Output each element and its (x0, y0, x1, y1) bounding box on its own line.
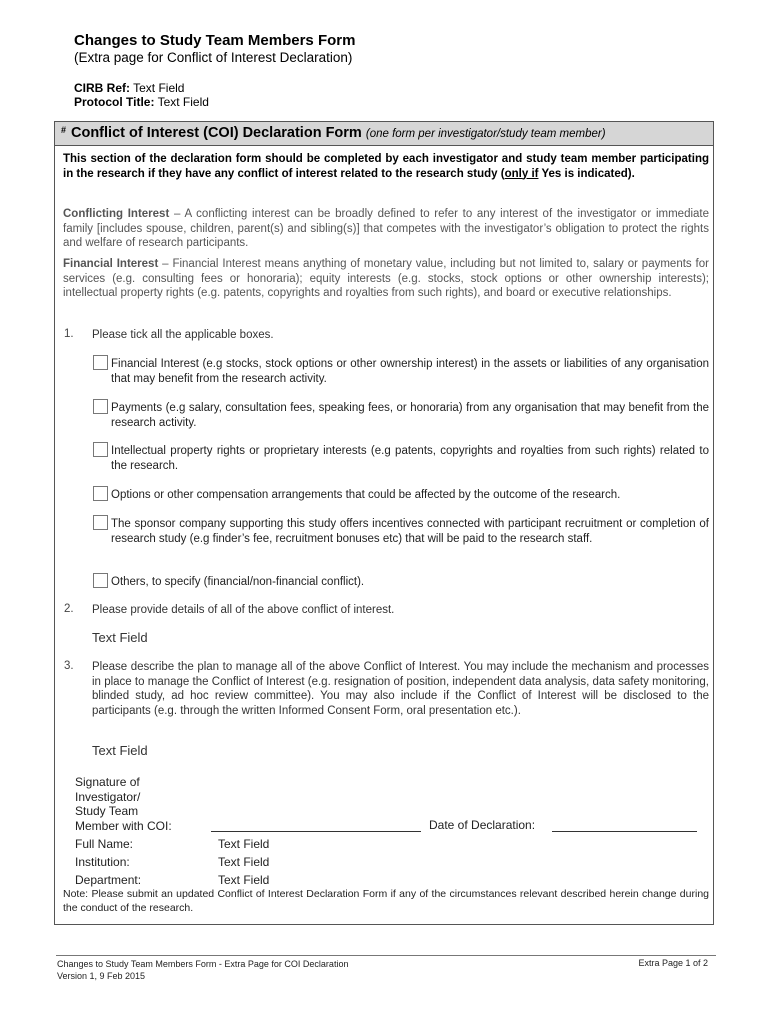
conflicting-interest-term: Conflicting Interest (63, 208, 170, 220)
option-others: Others, to specify (financial/non-financial conflict). (111, 576, 365, 588)
option-sponsor-incentives: The sponsor company supporting this study offers incentives connected with participant recruitment or completion of research study (e.g finder’s fee, recruitment bonuses etc) that will be paid to the research staff. (111, 518, 709, 545)
question-2-number: 2. (64, 603, 74, 615)
signature-label-line-2: Investigator/ (75, 789, 141, 804)
question-3-field[interactable]: Text Field (92, 743, 148, 758)
footer-left (57, 958, 348, 982)
footer-form-name: Changes to Study Team Members Form - Extra Page for COI Declaration (57, 959, 349, 969)
date-of-declaration-label: Date of Declaration: (429, 818, 536, 832)
conflicting-interest-text: – A conflicting interest can be broadly defined to refer to any interest of the investigator or immediate family [includes spouse, children, parent(s) and sibling(s)] that competes with the investigator’s obligation to protect the rights and welfare of research participants. (63, 208, 710, 249)
coi-form-header (55, 122, 713, 146)
question-1-text: Please tick all the applicable boxes. (92, 329, 274, 341)
intro-text-b: Yes is indicated). (538, 167, 635, 180)
question-1-number: 1. (64, 328, 74, 340)
cirb-ref (74, 81, 184, 95)
signature-label-line-4: Member with COI: (75, 818, 172, 833)
question-2-text: Please provide details of all of the above conflict of interest. (92, 604, 395, 616)
signature-label-line-3: Study Team (75, 804, 139, 818)
intro-paragraph (63, 152, 709, 181)
coi-form-box (54, 121, 714, 925)
cirb-ref-field[interactable]: Text Field (133, 81, 185, 95)
checkbox-others[interactable] (93, 573, 108, 588)
financial-interest-text: – Financial Interest means anything of monetary value, including but not limited to, salary or payments for services (e.g. consulting fees or honoraria); equity interests (e.g. stocks, stock options or other ownership interests); intellectual property rights (e.g. patents, copyrights and royalties from such rights), and board or executive relationships. (63, 258, 709, 299)
coi-form-title-note: (one form per investigator/study team member) (365, 128, 606, 140)
footer-divider (56, 955, 716, 956)
full-name-field[interactable]: Text Field (218, 837, 270, 851)
financial-interest-definition (63, 257, 709, 301)
option-payments: Payments (e.g salary, consultation fees, speaking fees, or honoraria) from any organisation that may benefit from the research activity. (111, 402, 709, 429)
option-options-compensation: Options or other compensation arrangements that could be affected by the outcome of the research. (111, 489, 621, 501)
submission-note: Note: Please submit an updated Conflict of Interest Declaration Form if any of the circumstances relevant described herein change during the conduct of the research. (63, 888, 709, 914)
option-intellectual-property: Intellectual property rights or proprietary interests (e.g patents, copyrights and royalties from such rights) related to the research. (111, 445, 709, 472)
coi-form-title-text: Conflict of Interest (COI) Declaration Form (71, 125, 362, 141)
full-name-label: Full Name: (75, 837, 134, 851)
institution-label: Institution: (75, 855, 130, 869)
checkbox-financial-interest[interactable] (93, 355, 108, 370)
checkbox-payments[interactable] (93, 399, 108, 414)
question-3-number: 3. (64, 660, 74, 672)
hash-mark: # (61, 125, 67, 135)
question-3-text: Please describe the plan to manage all of the above Conflict of Interest. You may include the mechanism and processes in place to manage the Conflict of Interest (e.g. resignation of position, independent data analysis, data safety monitoring, blinded study, ad hoc review committee). You may also include if the Conflict of Interest will be disclosed to the participants (e.g. through the written Informed Consent Form, oral presentation etc.). (92, 661, 709, 717)
intro-text-a: This section of the declaration form should be completed by each investigator and study team member participating in the research if they have any conflict of interest related to the research study ( (63, 153, 709, 180)
protocol-title-field[interactable]: Text Field (157, 95, 209, 109)
protocol-title-label: Protocol Title: (74, 95, 155, 109)
cirb-ref-label: CIRB Ref: (74, 81, 130, 95)
coi-form-title (71, 125, 606, 141)
page-subtitle: (Extra page for Conflict of Interest Declaration) (74, 50, 353, 65)
checkbox-options-compensation[interactable] (93, 486, 108, 501)
page-title: Changes to Study Team Members Form (74, 32, 356, 49)
footer-version: Version 1, 9 Feb 2015 (57, 971, 146, 981)
option-financial-interest: Financial Interest (e.g stocks, stock options or other ownership interest) in the assets or liabilities of any organisation that may benefit from the research activity. (111, 358, 709, 385)
signature-label (75, 775, 172, 833)
protocol-title (74, 95, 209, 109)
footer-page-number: Extra Page 1 of 2 (638, 958, 708, 968)
department-label: Department: (75, 873, 142, 887)
financial-interest-term: Financial Interest (63, 258, 159, 270)
institution-field[interactable]: Text Field (218, 855, 270, 869)
intro-only-if: only if (504, 167, 539, 180)
question-2-field[interactable]: Text Field (92, 630, 148, 645)
conflicting-interest-definition (63, 207, 709, 251)
checkbox-sponsor-incentives[interactable] (93, 515, 108, 530)
department-field[interactable]: Text Field (218, 873, 270, 887)
signature-label-line-1: Signature of (75, 775, 140, 789)
checkbox-intellectual-property[interactable] (93, 442, 108, 457)
date-of-declaration-line[interactable] (552, 831, 697, 832)
signature-line[interactable] (211, 831, 421, 832)
